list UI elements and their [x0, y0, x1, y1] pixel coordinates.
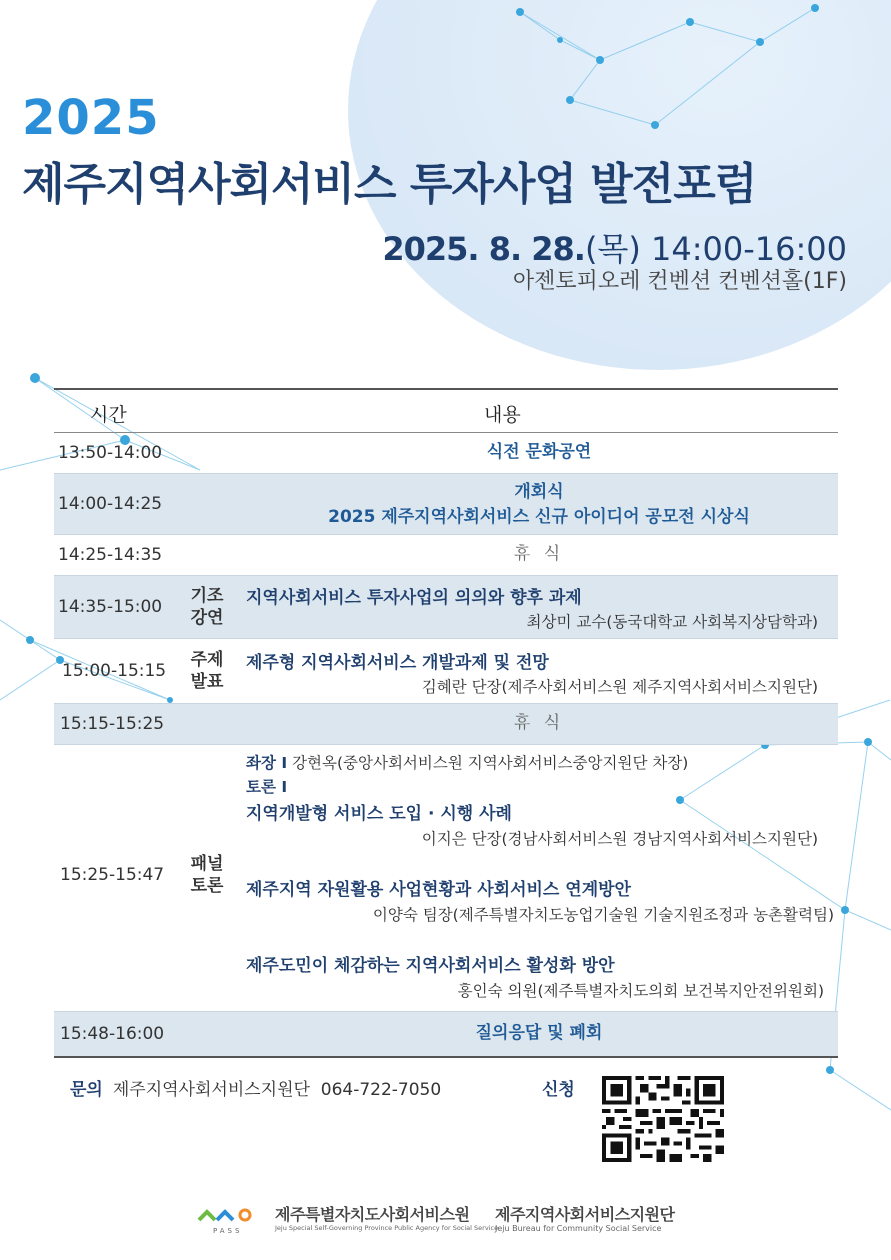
schedule-row — [54, 474, 838, 535]
category-line: 강연 — [190, 608, 224, 628]
panel-label-text: 토론 I — [246, 778, 288, 796]
row-category — [186, 853, 228, 897]
schedule-row — [54, 576, 838, 639]
panel-speaker: 홍인숙 의원(제주특별자치도의회 보건복지안전위원회) — [457, 982, 824, 1000]
panel-topic: 지역개발형 서비스 도입 · 시행 사례 — [246, 804, 512, 824]
row-topic: 지역사회서비스 투자사업의 의의와 향후 과제 — [246, 588, 582, 608]
row-time: 15:48-16:00 — [60, 1024, 165, 1044]
apply-label: 신청 — [542, 1080, 575, 1100]
event-time: 14:00-16:00 — [651, 230, 847, 268]
panel-chair — [246, 751, 688, 773]
row-content: 질의응답 및 폐회 — [475, 1023, 603, 1043]
row-time: 14:35-15:00 — [58, 597, 163, 617]
category-line: 기조 — [190, 586, 224, 606]
footer-org-1: 제주특별자치도사회서비스원 — [275, 1205, 470, 1224]
chair-label: 좌장 I — [246, 754, 288, 772]
schedule-header — [54, 390, 838, 433]
contact-org: 제주지역사회서비스지원단 — [112, 1080, 310, 1100]
panel-topic: 제주도민이 체감하는 지역사회서비스 활성화 방안 — [246, 956, 615, 976]
row-content — [240, 480, 838, 530]
event-year: 2025 — [22, 90, 160, 146]
footer-org-1-en: Jeju Special Self-Governing Province Public Agency for Social Service — [275, 1224, 499, 1232]
row-content: 휴 식 — [513, 544, 565, 564]
footer-org-2: 제주지역사회서비스지원단 — [495, 1205, 675, 1224]
chair-name: 강현옥(중앙사회서비스원 지역사회서비스중앙지원단 차장) — [292, 754, 689, 772]
category-line: 토론 — [190, 876, 224, 896]
row-speaker: 최상미 교수(동국대학교 사회복지상담학과) — [526, 613, 818, 631]
qr-code[interactable] — [602, 1076, 724, 1162]
schedule-row — [54, 433, 838, 474]
contact-info — [70, 1075, 441, 1100]
category-line: 주제 — [190, 650, 224, 670]
row-content-line: 개회식 — [514, 482, 564, 502]
event-date: 2025. 8. 28. — [382, 230, 585, 268]
row-time: 15:00-15:15 — [62, 661, 167, 681]
row-speaker: 김혜란 단장(제주사회서비스원 제주지역사회서비스지원단) — [421, 678, 818, 696]
schedule-row — [54, 745, 838, 1012]
schedule-row — [54, 1012, 838, 1056]
row-time: 15:25-15:47 — [60, 865, 165, 885]
panel-speaker: 이양숙 팀장(제주특별자치도농업기술원 기술지원조정과 농촌활력팀) — [372, 906, 834, 924]
row-time: 13:50-14:00 — [58, 443, 163, 463]
panel-topic: 제주지역 자원활용 사업현황과 사회서비스 연계방안 — [246, 880, 631, 900]
contact-phone: 064-722-7050 — [320, 1080, 442, 1100]
panel-label — [246, 775, 287, 797]
event-day-of-week: (목) — [584, 230, 641, 268]
row-time: 14:25-14:35 — [58, 545, 163, 565]
schedule-row — [54, 535, 838, 576]
event-title: 제주지역사회서비스 투자사업 발전포럼 — [22, 159, 757, 210]
footer — [195, 1200, 755, 1240]
schedule-table — [54, 388, 838, 1058]
row-time: 14:00-14:25 — [58, 494, 163, 514]
event-venue: 아젠토피오레 컨벤션 컨벤션홀(1F) — [512, 269, 847, 294]
row-time: 15:15-15:25 — [60, 714, 165, 734]
pass-logo-icon — [195, 1202, 267, 1236]
header-time: 시간 — [90, 404, 127, 426]
row-content: 휴 식 — [513, 713, 565, 733]
contact-label: 문의 — [70, 1080, 103, 1100]
category-line: 패널 — [190, 854, 224, 874]
footer-org-2-en: Jeju Bureau for Community Social Service — [495, 1224, 662, 1233]
schedule-row — [54, 639, 838, 704]
row-category — [186, 649, 228, 693]
category-line: 발표 — [190, 672, 224, 692]
header-content: 내용 — [484, 404, 521, 426]
row-topic: 제주형 지역사회서비스 개발과제 및 전망 — [246, 653, 549, 673]
row-content: 식전 문화공연 — [486, 442, 592, 462]
schedule-row — [54, 704, 838, 745]
panel-speaker: 이지은 단장(경남사회서비스원 경남지역사회서비스지원단) — [421, 830, 818, 848]
row-category — [186, 585, 228, 629]
logo-text: PASS — [213, 1227, 243, 1235]
row-content-line: 2025 제주지역사회서비스 신규 아이디어 공모전 시상식 — [328, 507, 750, 527]
